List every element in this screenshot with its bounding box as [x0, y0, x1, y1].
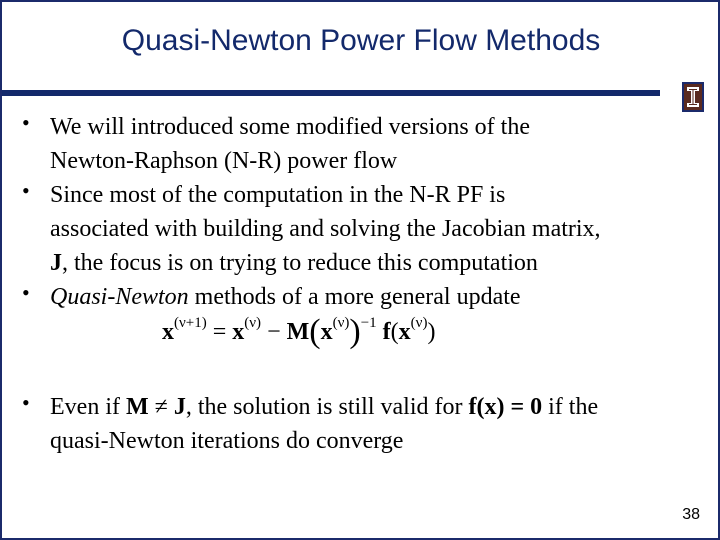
eq-x-cur: x	[232, 319, 245, 345]
matrix-m-symbol: M	[125, 394, 149, 420]
bullet-2	[50, 178, 700, 280]
eq-open: (	[390, 319, 399, 345]
bullet-3	[50, 280, 700, 314]
eq-exp-inverse: −1	[360, 315, 377, 331]
eq-exp-cur: (ν)	[244, 315, 262, 331]
update-equation	[162, 310, 582, 360]
fx-equals-zero: f(x) = 0	[468, 394, 543, 420]
bullet-4-line-1	[50, 390, 700, 424]
bullet-marker: •	[22, 280, 30, 305]
eq-exp-inner: (ν)	[332, 315, 350, 331]
bullet-4-prefix: Even if	[50, 394, 126, 420]
bullet-2-line-3	[50, 246, 700, 280]
not-equal-symbol: ≠	[148, 394, 174, 420]
quasi-newton-term: Quasi-Newton	[50, 284, 189, 310]
eq-close: )	[427, 319, 436, 345]
eq-x-arg: x	[398, 319, 411, 345]
bullet-4-suffix: if the	[542, 394, 599, 420]
bullet-4	[50, 390, 700, 458]
block-i-glyph	[686, 86, 700, 108]
eq-x-next: x	[162, 319, 174, 345]
bullet-marker: •	[22, 178, 30, 203]
bullet-3-line-1	[50, 280, 700, 314]
eq-f: f	[382, 319, 391, 345]
page-number: 38	[682, 506, 700, 523]
eq-equals: =	[206, 319, 233, 345]
bullet-2-line-2: associated with building and solving the Jacobian matrix,	[50, 216, 601, 242]
eq-minus: −	[261, 319, 287, 345]
bullet-1	[50, 110, 700, 178]
jacobian-symbol: J	[50, 250, 62, 276]
eq-matrix-m: M	[286, 319, 310, 345]
bullet-1-line-2: Newton-Raphson (N-R) power flow	[50, 148, 398, 174]
bullet-4-line-2: quasi-Newton iterations do converge	[50, 428, 404, 454]
eq-lparen: (	[309, 313, 321, 350]
university-block-i-icon	[682, 82, 704, 112]
title-divider	[2, 90, 660, 96]
eq-exp-next: (ν+1)	[174, 315, 207, 331]
eq-x-inner: x	[320, 319, 333, 345]
jacobian-symbol: J	[173, 394, 186, 420]
bullet-marker: •	[22, 390, 30, 415]
bullet-marker: •	[22, 110, 30, 135]
eq-exp-arg: (ν)	[410, 315, 428, 331]
eq-rparen: )	[349, 313, 361, 350]
bullet-3-rest: methods of a more general update	[188, 284, 521, 310]
bullet-2-line-1: Since most of the computation in the N-R PF is	[50, 182, 506, 208]
bullet-2-line-3-rest: , the focus is on trying to reduce this computation	[62, 250, 538, 276]
bullet-4-mid: , the solution is still valid for	[185, 394, 469, 420]
slide-title: Quasi-Newton Power Flow Methods	[121, 24, 601, 57]
bullet-1-line-1: We will introduced some modified versions of the	[50, 114, 530, 140]
